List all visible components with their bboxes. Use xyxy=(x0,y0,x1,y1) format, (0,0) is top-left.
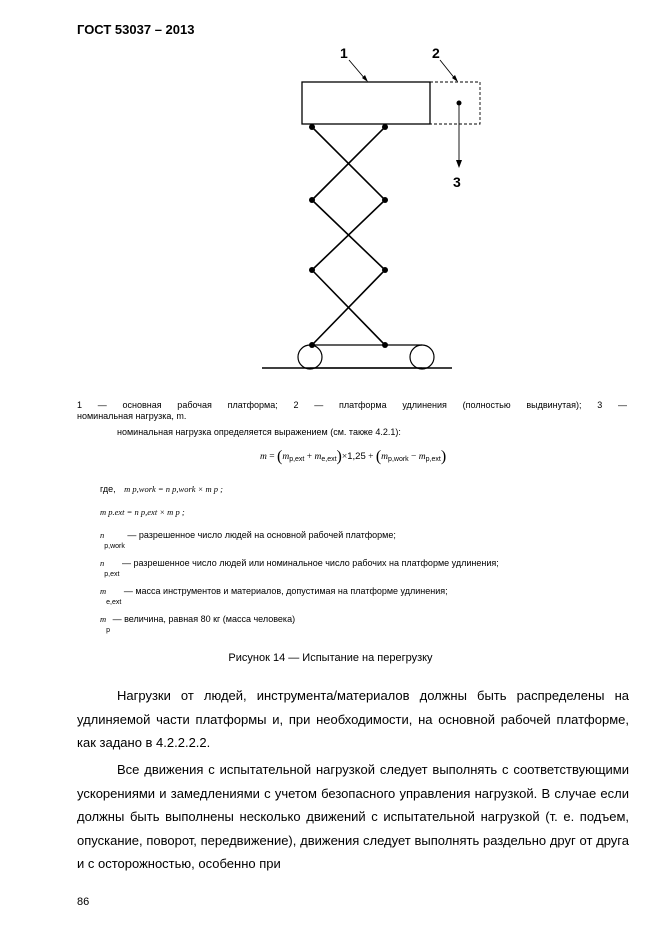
body-paragraph: Нагрузки от людей, инструмента/материалов должны быть распределены на удлиняемой части платформы и, при необходимости, на основной рабочей платформе, как задано в 4.2.2.2.2. xyxy=(77,688,629,750)
definition-me-ext: $m_{e,ext}$ — масса инструментов и материалов, допустимая на платформе удлинения; xyxy=(100,586,448,606)
extension-platform xyxy=(430,82,480,124)
legend-line-1: 1 — основная рабочая платформа; 2 — платформа удлинения (полностью выдвинутая); 3 — xyxy=(77,400,627,410)
load-arrow-head xyxy=(456,160,462,168)
scissor-arms xyxy=(312,127,385,345)
definition-np-ext: $n_{p,ext}$ — разрешенное число людей или номинальное число рабочих на платформе удлинения; xyxy=(100,558,499,578)
scissor-lift-diagram xyxy=(0,0,661,400)
wheel-left xyxy=(298,345,322,369)
page-number: 86 xyxy=(77,896,90,908)
document-header: ГОСТ 53037 – 2013 xyxy=(77,22,195,37)
definition-mp-ext: m p.ext = n p,ext × m p ; xyxy=(100,507,185,517)
main-platform xyxy=(302,82,430,124)
definition-where: где, m p,work = n p,work × m p ; xyxy=(100,484,223,494)
callout-2: 2 xyxy=(432,45,440,61)
figure-legend xyxy=(77,400,627,422)
wheel-right xyxy=(410,345,434,369)
figure-caption: Рисунок 14 — Испытание на перегрузку xyxy=(228,652,433,664)
definition-mp: $m_p$ — величина, равная 80 кг (масса человека) xyxy=(100,614,296,634)
definition-np-work: $n_{p,work}$ — разрешенное число людей на основной рабочей платформе; xyxy=(100,530,396,550)
legend-line-2: номинальная нагрузка, m. xyxy=(77,411,187,421)
callout-1: 1 xyxy=(340,45,348,61)
overload-formula: $m = (m_{p,ext} + m_{e,ext})\times 1,25 + (m_{p,work} - m_{p,ext})$ xyxy=(260,448,447,465)
chassis xyxy=(298,345,434,369)
body-paragraph: Все движения с испытательной нагрузкой следует выполнять с соответствующими ускорениями и замедлениями с учетом безопасного управления нагрузкой. В случае если должны быть выполнены несколько движений с испытательной нагрузкой (т. е. подъем, опускание, поворот, передвижение), движения следует выполнять раздельно друг от друга и с осторожностью, особенно при xyxy=(77,762,629,871)
formula-intro: номинальная нагрузка определяется выражением (см. также 4.2.1): xyxy=(117,427,401,437)
callout-3: 3 xyxy=(453,174,461,190)
